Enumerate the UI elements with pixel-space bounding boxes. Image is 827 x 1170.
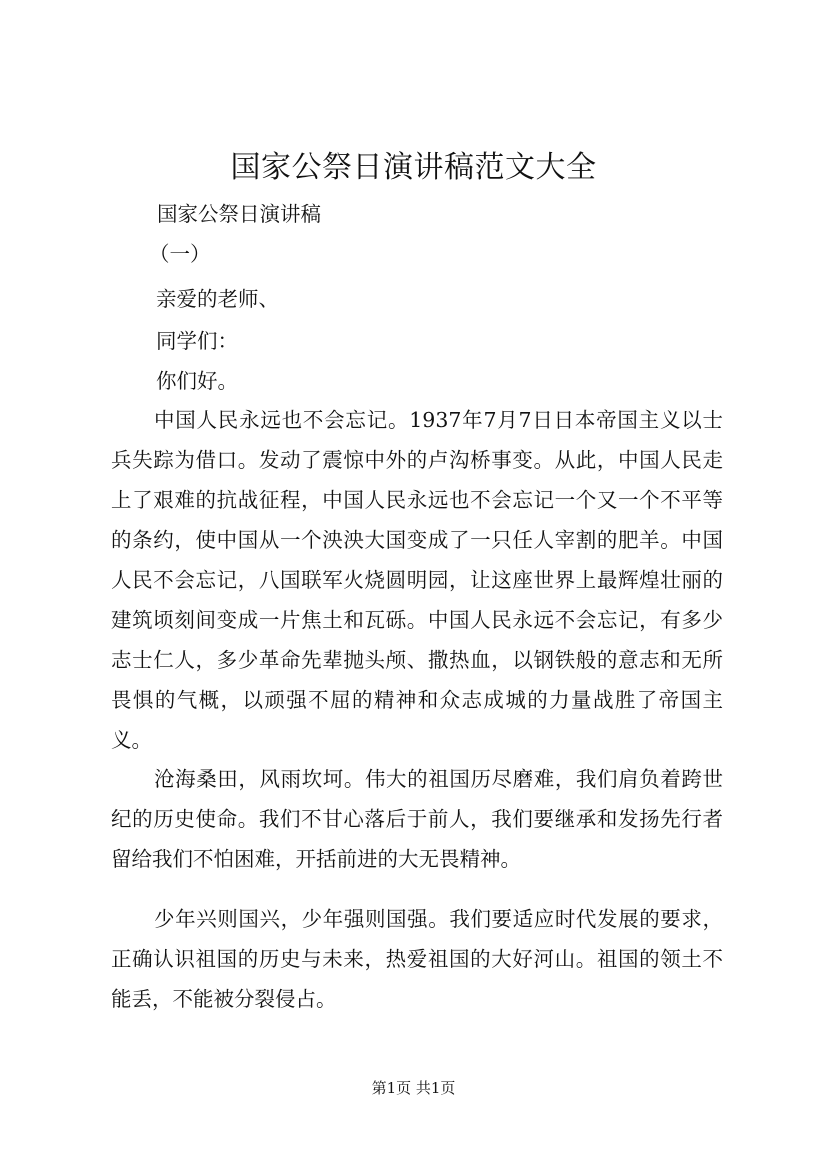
- greeting-teachers: 亲爱的老师、: [156, 287, 279, 311]
- greeting-hello: 你们好。: [156, 369, 238, 393]
- document-subtitle: 国家公祭日演讲稿: [157, 202, 321, 226]
- body-paragraph: 中国人民永远也不会忘记。1937年7月7日日本帝国主义以士兵失踪为借口。发动了震惊中外的卢沟桥事变。从此，中国人民走上了艰难的抗战征程，中国人民永远也不会忘记一个又一个不平等的条约，使中国从一个泱泱大国变成了一只任人宰割的肥羊。中国人民不会忘记，八国联军火烧圆明园，让这座世界上最辉煌壮丽的建筑顷刻间变成一片焦土和瓦砾。中国人民永远不会忘记，有多少志士仁人，多少革命先辈抛头颅、撒热血，以钢铁般的意志和无所畏惧的气概，以顽强不屈的精神和众志成城的力量战胜了帝国主义。: [111, 408, 723, 752]
- document-title: 国家公祭日演讲稿范文大全: [230, 150, 597, 185]
- body-paragraph: 少年兴则国兴，少年强则国强。我们要适应时代发展的要求，正确认识祖国的历史与未来，热爱祖国的大好河山。祖国的领土不能丢，不能被分裂侵占。: [111, 907, 723, 1011]
- page-footer: 第1页 共1页: [371, 1079, 456, 1097]
- body-paragraph: 沧海桑田，风雨坎坷。伟大的祖国历尽磨难，我们肩负着跨世纪的历史使命。我们不甘心落后于前人，我们要继承和发扬先行者留给我们不怕困难，开括前进的大无畏精神。: [111, 767, 723, 871]
- greeting-classmates: 同学们：: [156, 329, 238, 353]
- section-marker: （一）: [149, 242, 211, 266]
